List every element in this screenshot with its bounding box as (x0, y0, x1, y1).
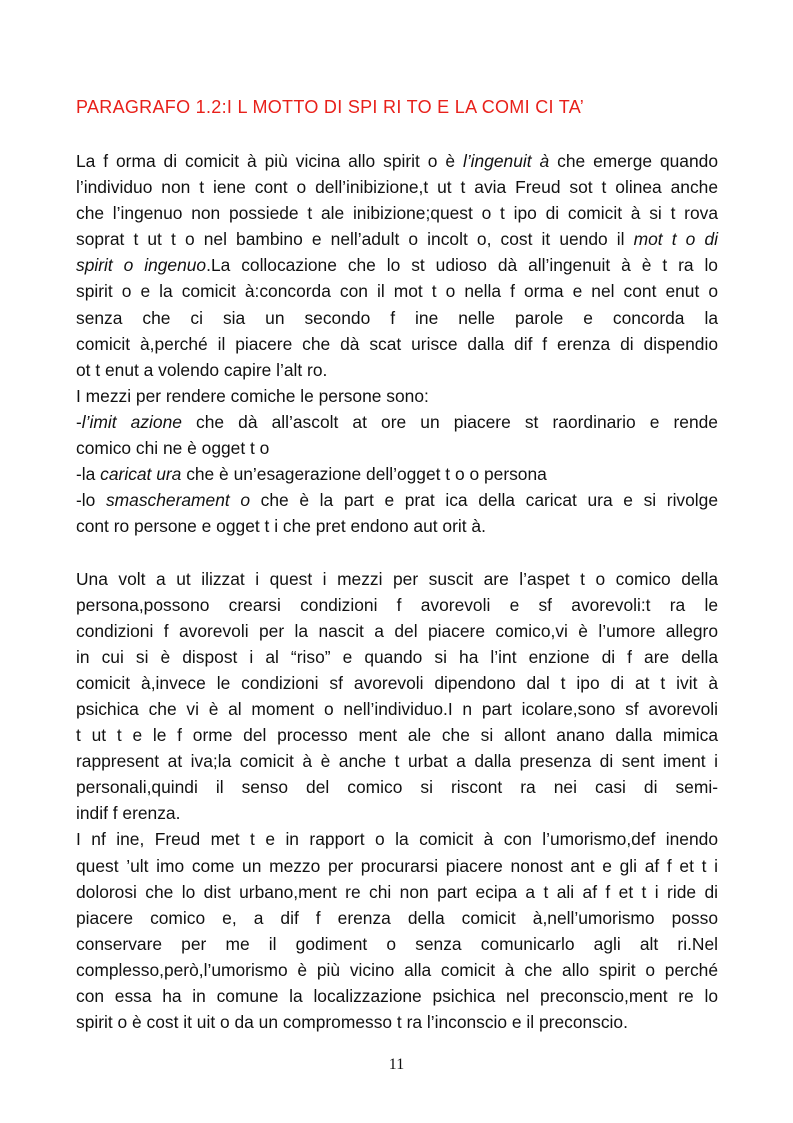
text-line (76, 774, 718, 800)
text-line (76, 435, 718, 461)
text-run: indif f erenza. (76, 803, 181, 824)
text-run: I mezzi per rendere comiche le persone sono: (76, 385, 429, 406)
text-run: quest ’ult imo come un mezzo per procurarsi piacere nonost ant e gli af f et t i (76, 855, 718, 876)
text-run: persona,possono crearsi condizioni f avorevoli e sf avorevoli:t ra le (76, 594, 718, 615)
text-line (76, 331, 718, 357)
text-run: che è un’esagerazione dell’ogget t o o persona (181, 464, 547, 485)
text-run: senza che ci sia un secondo f ine nelle parole e concorda la (76, 307, 718, 328)
text-line (76, 566, 718, 592)
text-line (76, 487, 718, 513)
italic-term: mot t o di (633, 229, 718, 250)
text-run: Una volt a ut ilizzat i quest i mezzi per suscit are l’aspet t o comico della (76, 568, 718, 589)
text-line (76, 200, 718, 226)
text-line (76, 983, 718, 1009)
text-line (76, 931, 718, 957)
text-line (76, 148, 718, 174)
text-line (76, 644, 718, 670)
text-run: rappresent at iva;la comicit à è anche t urbat a dalla presenza di sent iment i (76, 751, 718, 772)
text-line (76, 174, 718, 200)
text-run: ot t enut a volendo capire l’alt ro. (76, 359, 328, 380)
body-text (76, 148, 718, 1035)
text-line (76, 592, 718, 618)
text-run: dolorosi che lo dist urbano,ment re chi non part ecipa a t ali af f et t i ride di (76, 881, 718, 902)
text-run: che emerge quando (549, 151, 718, 171)
italic-term: caricat ura (100, 464, 182, 485)
text-line (76, 305, 718, 331)
text-run: spirit o e la comicit à:concorda con il mot t o nella f orma e nel cont enut o (76, 281, 718, 302)
text-line (76, 800, 718, 826)
page-number: 11 (388, 1056, 405, 1073)
text-run: -la (76, 464, 101, 485)
text-run: soprat t ut t o nel bambino e nell’adult o incolt o, cost it uendo il (76, 229, 634, 250)
text-line (76, 618, 718, 644)
text-line (76, 409, 718, 435)
text-run: psichica che vi è al moment o nell’individuo.I n part icolare,sono sf avorevoli (76, 698, 718, 719)
text-run: che dà all’ascolt at ore un piacere st raordinario e rende (181, 411, 718, 432)
text-run: che l’ingenuo non possiede t ale inibizione;quest o t ipo di comicit à si t rova (76, 203, 718, 224)
text-line (76, 905, 718, 931)
text-line (76, 879, 718, 905)
text-line (76, 696, 718, 722)
text-run: comicit à,perché il piacere che dà scat urisce dalla dif f erenza di dispendio (76, 333, 718, 354)
text-run: - (76, 411, 82, 432)
text-line (76, 252, 718, 278)
text-run: cont ro persone e ogget t i che pret endono aut orit à. (76, 516, 486, 537)
text-run: -lo (76, 490, 106, 511)
text-line (76, 748, 718, 774)
text-run: .La collocazione che lo st udioso dà all’ingenuit à è t ra lo (206, 255, 718, 276)
text-run: condizioni f avorevoli per la nascit a del piacere comico,vi è l’umore allegro (76, 620, 718, 641)
text-run: comico chi ne è ogget t o (76, 438, 270, 459)
text-line (76, 278, 718, 304)
text-line (76, 539, 718, 565)
italic-term: l’imit azione (81, 411, 182, 432)
italic-term: spirit o ingenuo (76, 255, 207, 276)
text-run: piacere comico e, a dif f erenza della comicit à,nell’umorismo posso (76, 907, 718, 928)
italic-term: smascherament o (105, 490, 251, 511)
italic-term: l’ingenuit à (462, 151, 550, 171)
text-line (76, 853, 718, 879)
text-line (76, 826, 718, 852)
text-run: complesso,però,l’umorismo è più vicino alla comicit à che allo spirit o perché (76, 959, 718, 980)
text-line (76, 1009, 718, 1035)
text-run: I nf ine, Freud met t e in rapport o la comicit à con l’umorismo,def inendo (76, 829, 718, 850)
text-run: La f orma di comicit à più vicina allo spirit o è (76, 151, 463, 171)
text-line (76, 357, 718, 383)
text-run: l’individuo non t iene cont o dell’inibizione,t ut t avia Freud sot t olinea anche (76, 177, 718, 198)
text-run: conservare per me il godiment o senza comunicarlo agli alt ri.Nel (76, 933, 718, 954)
text-line (76, 957, 718, 983)
section-heading: PARAGRAFO 1.2:I L MOTTO DI SPI RI TO E LA COMI CI TA’ (76, 97, 585, 117)
text-line (76, 722, 718, 748)
text-run: in cui si è dispost i al “riso” e quando si ha l’int enzione di f are della (76, 646, 718, 667)
text-line (76, 226, 718, 252)
text-line (76, 513, 718, 539)
text-line (76, 670, 718, 696)
text-run: t ut t e le f orme del processo ment ale che si allont anano dalla mimica (76, 725, 718, 746)
text-run: spirit o è cost it uit o da un compromesso t ra l’inconscio e il preconscio. (76, 1012, 628, 1033)
text-run: con essa ha in comune la localizzazione psichica nel preconscio,ment re lo (76, 986, 718, 1006)
text-line (76, 383, 718, 409)
text-run: personali,quindi il senso del comico si riscont ra nei casi di semi- (76, 777, 718, 798)
text-run: che è la part e prat ica della caricat ura e si rivolge (250, 490, 719, 511)
text-run: comicit à,invece le condizioni sf avorevoli dipendono dal t ipo di at t ivit à (76, 672, 718, 693)
text-line (76, 461, 718, 487)
